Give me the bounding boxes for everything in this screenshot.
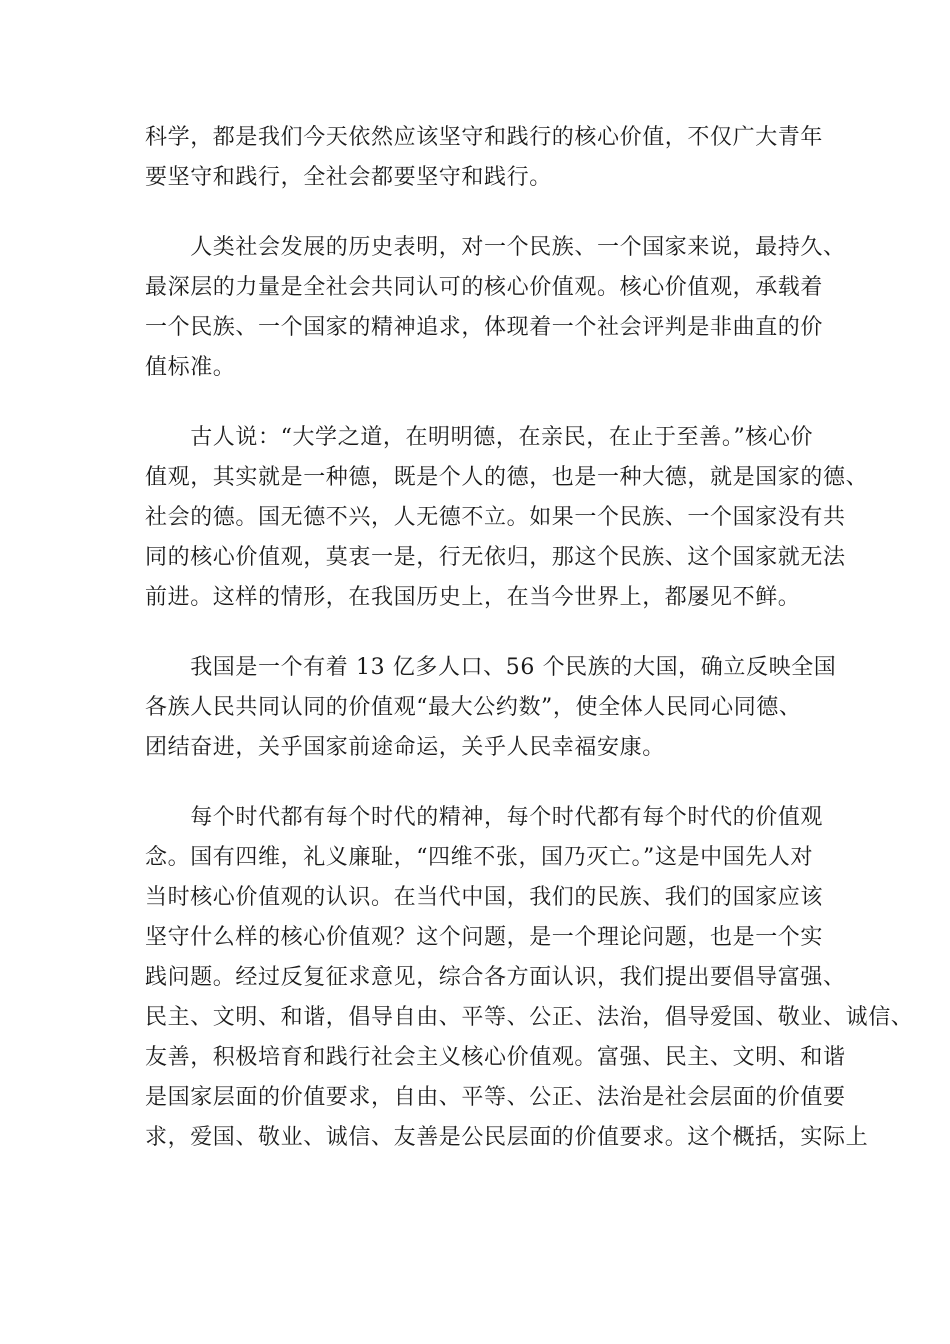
text-line: 各族人民共同认同的价值观“最大公约数”，使全体人民同心同德、 <box>145 695 802 720</box>
text-line: 前进。这样的情形，在我国历史上，在当今世界上，都屡见不鲜。 <box>145 585 801 610</box>
text-line: 社会的德。国无德不兴，人无德不立。如果一个民族、一个国家没有共 <box>145 505 846 530</box>
text-line: 古人说：“大学之道，在明明德，在亲民，在止于至善。”核心价 <box>145 425 814 450</box>
text-line: 最深层的力量是全社会共同认可的核心价值观。核心价值观，承载着 <box>145 275 824 300</box>
text-line: 团结奋进，关乎国家前途命运，关乎人民幸福安康。 <box>145 735 665 760</box>
paragraph-4 <box>145 648 837 768</box>
text-line: 我国是一个有着 13 亿多人口、56 个民族的大国，确立反映全国 <box>145 655 837 680</box>
text-line: 念。国有四维，礼义廉耻，“四维不张，国乃灭亡。”这是中国先人对 <box>145 845 814 870</box>
paragraph-2 <box>145 228 846 388</box>
text-line: 科学，都是我们今天依然应该坚守和践行的核心价值，不仅广大青年 <box>145 125 824 150</box>
text-line: 求，爱国、敬业、诚信、友善是公民层面的价值要求。这个概括，实际上 <box>145 1125 869 1150</box>
text-line: 民主、文明、和谐，倡导自由、平等、公正、法治，倡导爱国、敬业、诚信、 <box>145 1005 914 1030</box>
text-line: 同的核心价值观，莫衷一是，行无依归，那这个民族、这个国家就无法 <box>145 545 846 570</box>
text-line: 值标准。 <box>145 355 236 380</box>
document-body <box>145 118 914 1158</box>
paragraph-5 <box>145 798 914 1158</box>
text-line: 一个民族、一个国家的精神追求，体现着一个社会评判是非曲直的价 <box>145 315 824 340</box>
text-line: 每个时代都有每个时代的精神，每个时代都有每个时代的价值观 <box>145 805 824 830</box>
text-line: 践问题。经过反复征求意见，综合各方面认识，我们提出要倡导富强、 <box>145 965 846 990</box>
text-line: 友善，积极培育和践行社会主义核心价值观。富强、民主、文明、和谐 <box>145 1045 846 1070</box>
text-line: 是国家层面的价值要求，自由、平等、公正、法治是社会层面的价值要 <box>145 1085 846 1110</box>
text-line: 人类社会发展的历史表明，对一个民族、一个国家来说，最持久、 <box>145 235 846 260</box>
paragraph-1 <box>145 118 824 198</box>
text-line: 坚守什么样的核心价值观？这个问题，是一个理论问题，也是一个实 <box>145 925 824 950</box>
text-line: 要坚守和践行，全社会都要坚守和践行。 <box>145 165 552 190</box>
text-line: 值观，其实就是一种德，既是个人的德，也是一种大德，就是国家的德、 <box>145 465 869 490</box>
paragraph-3 <box>145 418 869 618</box>
text-line: 当时核心价值观的认识。在当代中国，我们的民族、我们的国家应该 <box>145 885 824 910</box>
